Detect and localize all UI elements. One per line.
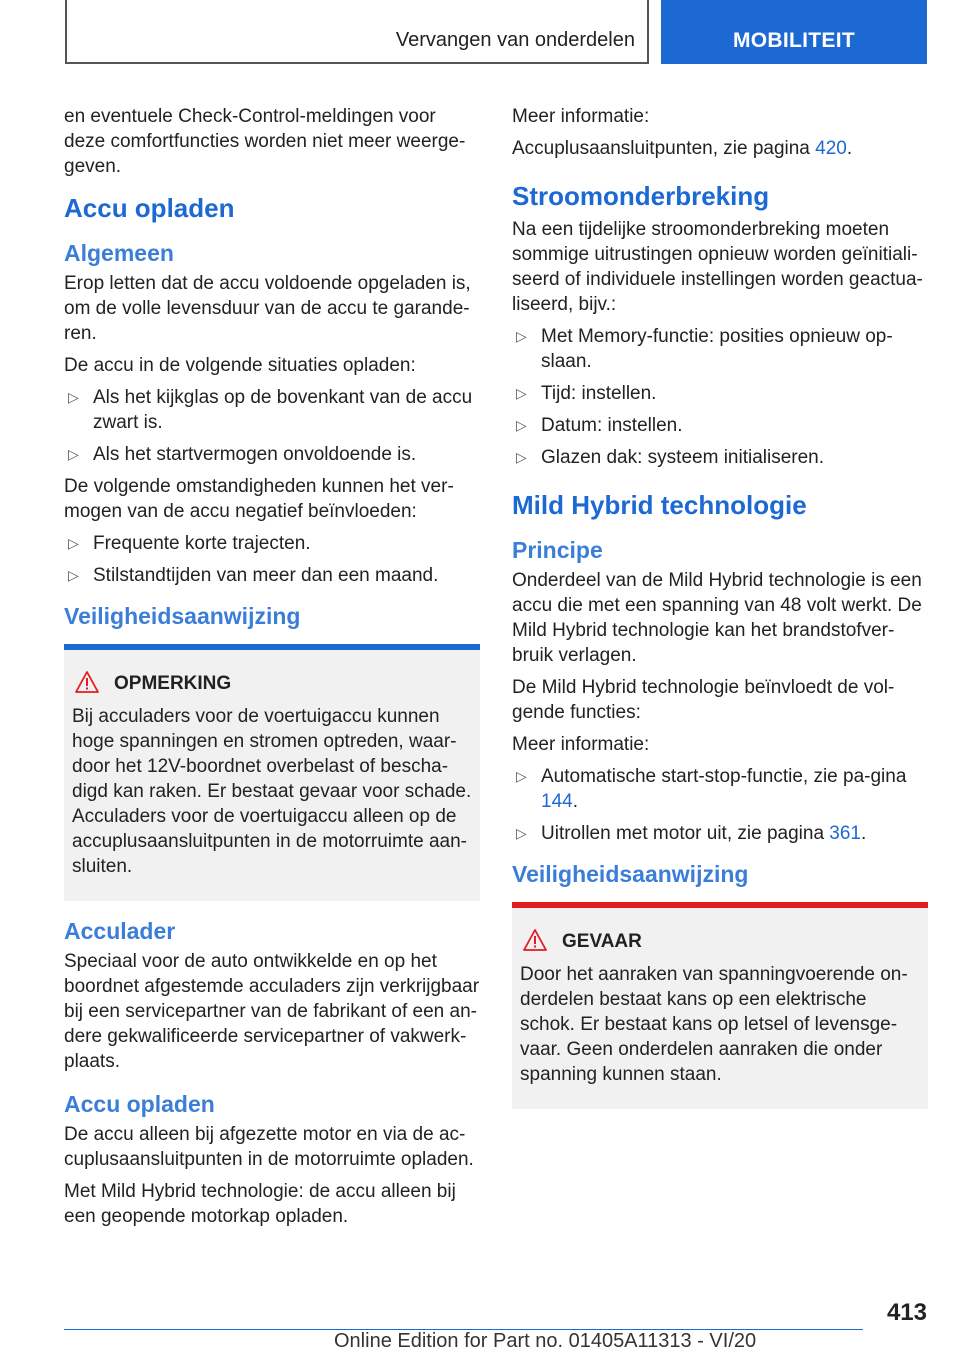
list-item <box>512 324 928 374</box>
triangle-bullet-icon: ▷ <box>516 449 527 465</box>
chapter-title[interactable]: MOBILITEIT <box>733 29 855 52</box>
list <box>512 324 928 470</box>
list-item-text: Met Memory-functie: posities opnieuw op-slaan. <box>541 326 893 372</box>
list-item <box>512 381 928 406</box>
paragraph: De accu in de volgende situaties opladen: <box>64 355 416 376</box>
heading-veiligheidsaanwijzing: Veiligheidsaanwijzing <box>64 603 301 629</box>
paragraph: De volgende omstandigheden kunnen het ver-mogen van de accu negatief beïnvloeden: <box>64 476 454 522</box>
list <box>64 385 480 467</box>
notice-label: OPMERKING <box>114 673 232 694</box>
triangle-bullet-icon: ▷ <box>68 535 79 551</box>
paragraph: Accuplusaansluitpunten, zie pagina 420. <box>512 138 853 159</box>
list-item-text: Uitrollen met motor uit, zie pagina <box>541 823 825 844</box>
list-item <box>64 563 480 588</box>
list-item: ▷ Automatische start-stop-functie, zie pa-gina 144. <box>516 766 907 812</box>
heading-stroomonderbreking: Stroomonderbreking <box>512 181 770 211</box>
paragraph: Onderdeel van de Mild Hybrid technologie is een accu die met een spanning van 48 volt werkt. De Mild Hybrid technologie kan het brandstofver-bruik verlagen. <box>512 570 922 666</box>
list-item <box>64 385 480 435</box>
page-number: 413 <box>886 1299 927 1326</box>
list-item <box>64 442 480 467</box>
left-column <box>64 104 480 1236</box>
list-item <box>512 413 928 438</box>
notice-text: Bij acculaders voor de voertuigaccu kunnen hoge spanningen en stromen optreden, waar-door het 12V-boordnet overbelast of bescha-digd kan raken. Er bestaat gevaar voor schade. Acculaders voor de voertuigaccu alleen op de accuplusaansluitpunten in de motorruimte aan-sluiten. <box>72 706 472 877</box>
section-title: Vervangen van onderdelen <box>395 29 635 51</box>
heading-mild-hybrid: Mild Hybrid technologie <box>512 490 807 520</box>
heading-accu-opladen: Accu opladen <box>64 193 235 223</box>
triangle-bullet-icon: ▷ <box>516 385 527 401</box>
triangle-bullet-icon: ▷ <box>68 567 79 583</box>
chapter-tab[interactable] <box>661 0 927 64</box>
list-item-text: Als het kijkglas op de bovenkant van de accu zwart is. <box>93 387 473 433</box>
paragraph: De accu alleen bij afgezette motor en via de ac-cuplusaansluitpunten in de motorruimte opladen. <box>64 1124 474 1170</box>
triangle-bullet-icon: ▷ <box>516 825 527 841</box>
list-item: ▷ Uitrollen met motor uit, zie pagina 361. <box>516 823 867 844</box>
triangle-bullet-icon: ▷ <box>516 328 527 344</box>
triangle-bullet-icon: ▷ <box>516 417 527 433</box>
reference-text: Accuplusaansluitpunten, zie pagina <box>512 138 810 159</box>
paragraph: Meer informatie: <box>512 106 650 127</box>
page-link-144[interactable]: 144 <box>541 791 573 812</box>
list-item <box>512 445 928 470</box>
paragraph: Erop letten dat de accu voldoende opgeladen is, om de volle levensduur van de accu te garande-ren. <box>64 273 471 344</box>
list-item-text: Als het startvermogen onvoldoende is. <box>93 444 417 465</box>
list <box>512 764 928 846</box>
triangle-bullet-icon: ▷ <box>68 446 79 462</box>
intro-paragraph: en eventuele Check-Control-meldingen voor deze comfortfuncties worden niet meer weerge-geven. <box>64 106 466 177</box>
page-header <box>65 0 927 64</box>
list-item-text: Automatische start-stop-functie, zie pa-gina <box>541 766 907 787</box>
list <box>64 531 480 588</box>
heading-acculader: Acculader <box>64 918 176 944</box>
right-column <box>512 104 928 1123</box>
triangle-bullet-icon: ▷ <box>68 389 79 405</box>
list-item-text: Frequente korte trajecten. <box>93 533 311 554</box>
list-item-text: Tijd: instellen. <box>541 383 657 404</box>
list-item-text: Glazen dak: systeem initialiseren. <box>541 447 825 468</box>
list-item-text: Stilstandtijden van meer dan een maand. <box>93 565 439 586</box>
paragraph: Meer informatie: <box>512 734 650 755</box>
warning-triangle-icon <box>75 671 99 693</box>
notice-title <box>72 672 472 696</box>
heading-veiligheidsaanwijzing-2: Veiligheidsaanwijzing <box>512 861 749 887</box>
heading-principe: Principe <box>512 537 603 563</box>
warning-triangle-icon <box>523 929 547 951</box>
notice-box <box>64 644 480 901</box>
page-link-420[interactable]: 420 <box>815 138 847 159</box>
danger-box <box>512 902 928 1109</box>
heading-accu-opladen-2: Accu opladen <box>64 1091 215 1117</box>
paragraph: Met Mild Hybrid technologie: de accu alleen bij een geopende motorkap opladen. <box>64 1181 456 1227</box>
paragraph: De Mild Hybrid technologie beïnvloedt de vol-gende functies: <box>512 677 895 723</box>
danger-label: GEVAAR <box>562 931 642 952</box>
heading-algemeen: Algemeen <box>64 240 174 266</box>
section-tab <box>65 0 649 64</box>
list-item-text: Datum: instellen. <box>541 415 683 436</box>
danger-text: Door het aanraken van spanningvoerende on-derdelen bestaat kans op een elektrische schok. Er bestaat kans op letsel of levensge-vaar. Geen onderdelen aanraken die onder spanning kunnen staan. <box>520 964 908 1085</box>
footer-edition: Online Edition for Part no. 01405A11313 - VI/20 <box>334 1330 757 1352</box>
triangle-bullet-icon: ▷ <box>516 768 527 784</box>
danger-title <box>520 930 920 954</box>
list-item <box>64 531 480 556</box>
page-link-361[interactable]: 361 <box>829 823 861 844</box>
paragraph: Speciaal voor de auto ontwikkelde en op het boordnet afgestemde acculaders zijn verkrijgbaar bij een servicepartner van de fabrikant of een an-dere gekwalificeerde servicepartner of vakwerk-plaats. <box>64 951 480 1072</box>
paragraph: Na een tijdelijke stroomonderbreking moeten sommige uitrustingen opnieuw worden geïnitiali-seerd of individuele instellingen worden geactua-liseerd, bijv.: <box>512 219 923 315</box>
